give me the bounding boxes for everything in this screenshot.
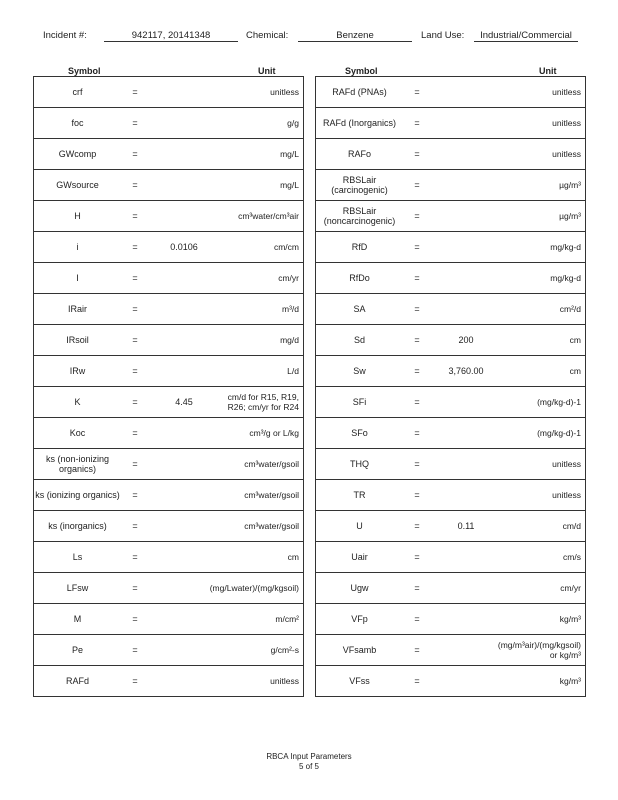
param-eq: = (132, 428, 138, 438)
param-value (149, 573, 219, 603)
param-symbol: RAFo (347, 149, 371, 159)
param-unit: cm/cm (273, 242, 299, 252)
param-eq: = (132, 490, 138, 500)
table-row (33, 139, 304, 170)
param-unit: kg/m³ (559, 614, 581, 624)
param-symbol: THQ (350, 459, 369, 469)
param-eq: = (132, 521, 138, 531)
footer-title: RBCA Input Parameters (266, 752, 352, 761)
table-row (315, 201, 586, 232)
param-symbol: RAFd (Inorganics) (322, 118, 397, 128)
param-symbol: IRsoil (66, 335, 89, 345)
table-row (315, 635, 586, 666)
param-value (431, 542, 501, 572)
table-row (315, 170, 586, 201)
table-row (315, 449, 586, 480)
param-unit: (mg/kg-d)-1 (537, 428, 581, 438)
param-symbol: M (73, 614, 82, 624)
param-unit: m/cm² (275, 614, 299, 624)
param-unit: g/cm²-s (270, 645, 299, 655)
param-unit: cm/yr (278, 273, 299, 283)
table-row (315, 542, 586, 573)
param-unit: unitless (552, 87, 581, 97)
table-row (315, 387, 586, 418)
param-value: 4.45 (175, 397, 193, 407)
table-row (33, 666, 304, 697)
param-symbol: RfDo (349, 273, 370, 283)
param-value (149, 480, 219, 510)
param-unit: unitless (552, 490, 581, 500)
param-unit: mg/L (280, 180, 299, 190)
param-symbol: Sd (353, 335, 365, 345)
table-row (33, 480, 304, 511)
param-unit: cm³water/gsoil (244, 459, 299, 469)
param-unit: g/g (287, 118, 299, 128)
param-value: 0.0106 (170, 242, 198, 252)
param-unit: (mg/Lwater)/(mg/kgsoil) (209, 583, 299, 593)
param-value (431, 77, 501, 107)
param-symbol: i (76, 242, 79, 252)
param-value: 3,760.00 (448, 366, 484, 376)
param-value (149, 418, 219, 448)
param-symbol: Uair (351, 552, 368, 562)
param-value (149, 511, 219, 541)
param-symbol: RfD (351, 242, 368, 252)
param-eq: = (132, 676, 138, 686)
param-unit: m³/d (282, 304, 299, 314)
table-row (33, 387, 304, 418)
param-eq: = (132, 397, 138, 407)
table-row (33, 356, 304, 387)
param-symbol: LFsw (66, 583, 89, 593)
landuse-label: Land Use: (421, 30, 465, 41)
param-eq: = (132, 304, 138, 314)
param-symbol: I (76, 273, 79, 283)
param-eq: = (132, 87, 138, 97)
param-symbol: SFi (352, 397, 367, 407)
table-row (33, 108, 304, 139)
param-value (149, 263, 219, 293)
param-unit: cm/d (562, 521, 581, 531)
param-symbol: RAFd (65, 676, 89, 686)
table-row (33, 325, 304, 356)
param-unit: mg/kg-d (550, 273, 581, 283)
param-value (431, 573, 501, 603)
param-symbol: Sw (353, 366, 366, 376)
param-unit: cm³/g or L/kg (249, 428, 299, 438)
table-row (315, 294, 586, 325)
param-unit: µg/m³ (559, 211, 581, 221)
param-symbol: RBSLair (noncarcinogenic) (323, 206, 396, 226)
param-value (149, 604, 219, 634)
param-value (149, 666, 219, 696)
param-unit: cm/yr (560, 583, 581, 593)
param-unit: kg/m³ (559, 676, 581, 686)
table-row (33, 449, 304, 480)
param-value (431, 201, 501, 231)
param-symbol: Pe (71, 645, 83, 655)
param-eq: = (414, 521, 420, 531)
table-row (33, 542, 304, 573)
param-value (431, 449, 501, 479)
param-unit: unitless (552, 459, 581, 469)
right-unit-header: Unit (539, 66, 557, 76)
param-value (149, 356, 219, 386)
param-value (149, 139, 219, 169)
param-eq: = (414, 273, 420, 283)
param-eq: = (132, 552, 138, 562)
param-eq: = (414, 211, 420, 221)
param-eq: = (414, 87, 420, 97)
param-unit: mg/L (280, 149, 299, 159)
param-symbol: ks (inorganics) (48, 521, 107, 531)
param-unit: unitless (552, 118, 581, 128)
table-row (33, 511, 304, 542)
param-value (431, 170, 501, 200)
table-row (315, 480, 586, 511)
table-row (33, 77, 304, 108)
param-value (431, 604, 501, 634)
param-symbol: K (74, 397, 81, 407)
param-eq: = (414, 490, 420, 500)
param-unit: cm/d for R15, R19, R26; cm/yr for R24 (227, 392, 299, 412)
param-value: 200 (458, 335, 474, 345)
param-eq: = (132, 118, 138, 128)
param-symbol: IRair (67, 304, 87, 314)
param-unit: mg/d (280, 335, 299, 345)
param-symbol: TR (353, 490, 366, 500)
param-eq: = (414, 552, 420, 562)
param-unit: cm³water/cm³air (238, 211, 299, 221)
table-row (315, 418, 586, 449)
param-eq: = (132, 645, 138, 655)
param-symbol: VFsamb (342, 645, 377, 655)
param-value (431, 294, 501, 324)
param-unit: cm³water/gsoil (244, 521, 299, 531)
param-symbol: H (74, 211, 81, 221)
landuse-value: Industrial/Commercial (474, 30, 578, 42)
param-symbol: IRw (69, 366, 86, 376)
param-symbol: SFo (351, 428, 368, 438)
param-value (431, 666, 501, 696)
param-eq: = (414, 459, 420, 469)
param-eq: = (414, 645, 420, 655)
param-symbol: Koc (69, 428, 86, 438)
param-eq: = (132, 242, 138, 252)
param-value (149, 449, 219, 479)
param-eq: = (414, 676, 420, 686)
document-header (0, 30, 618, 46)
param-symbol: foc (71, 118, 84, 128)
param-symbol: ks (ionizing organics) (35, 490, 120, 500)
param-eq: = (132, 149, 138, 159)
param-unit: (mg/kg-d)-1 (537, 397, 581, 407)
param-eq: = (132, 335, 138, 345)
param-value: 0.11 (457, 521, 475, 531)
param-unit: cm (569, 366, 581, 376)
param-eq: = (132, 211, 138, 221)
param-value (431, 263, 501, 293)
param-eq: = (414, 428, 420, 438)
param-eq: = (414, 242, 420, 252)
param-unit: mg/kg-d (550, 242, 581, 252)
table-row (315, 108, 586, 139)
right-symbol-header: Symbol (345, 66, 378, 76)
table-row (315, 232, 586, 263)
param-eq: = (414, 149, 420, 159)
param-eq: = (132, 273, 138, 283)
param-eq: = (414, 366, 420, 376)
param-eq: = (132, 459, 138, 469)
param-symbol: ks (non-ionizing organics) (45, 454, 110, 474)
param-symbol: U (356, 521, 363, 531)
param-symbol: SA (353, 304, 366, 314)
param-unit: unitless (552, 149, 581, 159)
param-eq: = (414, 397, 420, 407)
param-value (149, 108, 219, 138)
param-eq: = (414, 304, 420, 314)
param-value (431, 232, 501, 262)
left-unit-header: Unit (258, 66, 276, 76)
table-row (315, 325, 586, 356)
table-row (315, 511, 586, 542)
param-unit: unitless (270, 676, 299, 686)
param-unit: L/d (287, 366, 299, 376)
right-parameter-table (315, 76, 586, 697)
param-value (149, 325, 219, 355)
param-value (431, 635, 501, 665)
param-value (149, 635, 219, 665)
table-row (315, 573, 586, 604)
param-value (149, 170, 219, 200)
param-eq: = (132, 366, 138, 376)
param-value (149, 77, 219, 107)
param-value (431, 387, 501, 417)
table-row (33, 635, 304, 666)
param-eq: = (132, 583, 138, 593)
param-value (431, 480, 501, 510)
table-row (33, 418, 304, 449)
param-symbol: VFp (351, 614, 368, 624)
table-row (33, 573, 304, 604)
param-value (431, 139, 501, 169)
incident-value: 942117, 20141348 (104, 30, 238, 42)
param-value (149, 542, 219, 572)
param-symbol: VFss (349, 676, 370, 686)
param-value (431, 418, 501, 448)
param-unit: cm³water/gsoil (244, 490, 299, 500)
param-eq: = (132, 180, 138, 190)
param-symbol: GWcomp (58, 149, 97, 159)
param-unit: cm/s (563, 552, 581, 562)
table-row (315, 139, 586, 170)
chemical-value: Benzene (298, 30, 412, 42)
param-value (149, 294, 219, 324)
incident-label: Incident #: (43, 30, 87, 41)
table-row (33, 263, 304, 294)
left-parameter-table (33, 76, 304, 697)
param-symbol: RBSLair (carcinogenic) (331, 175, 388, 195)
table-row (315, 356, 586, 387)
param-symbol: Ugw (350, 583, 369, 593)
table-row (33, 604, 304, 635)
table-row (33, 232, 304, 263)
chemical-label: Chemical: (246, 30, 289, 41)
param-value (431, 108, 501, 138)
param-unit: cm²/d (559, 304, 581, 314)
param-symbol: RAFd (PNAs) (332, 87, 387, 97)
param-unit: µg/m³ (559, 180, 581, 190)
table-row (33, 170, 304, 201)
table-row (315, 604, 586, 635)
table-row (315, 77, 586, 108)
table-row (33, 294, 304, 325)
table-row (33, 201, 304, 232)
param-symbol: GWsource (56, 180, 99, 190)
param-eq: = (414, 614, 420, 624)
param-unit: cm (287, 552, 299, 562)
param-unit: (mg/m³air)/(mg/kgsoil) or kg/m³ (497, 640, 581, 660)
param-eq: = (414, 335, 420, 345)
table-row (315, 666, 586, 697)
footer-page: 5 of 5 (298, 762, 319, 771)
table-row (315, 263, 586, 294)
param-unit: cm (569, 335, 581, 345)
param-unit: unitless (270, 87, 299, 97)
left-symbol-header: Symbol (68, 66, 101, 76)
param-eq: = (414, 583, 420, 593)
param-value (149, 201, 219, 231)
param-eq: = (132, 614, 138, 624)
param-eq: = (414, 118, 420, 128)
param-symbol: crf (72, 87, 83, 97)
param-symbol: Ls (72, 552, 83, 562)
param-eq: = (414, 180, 420, 190)
